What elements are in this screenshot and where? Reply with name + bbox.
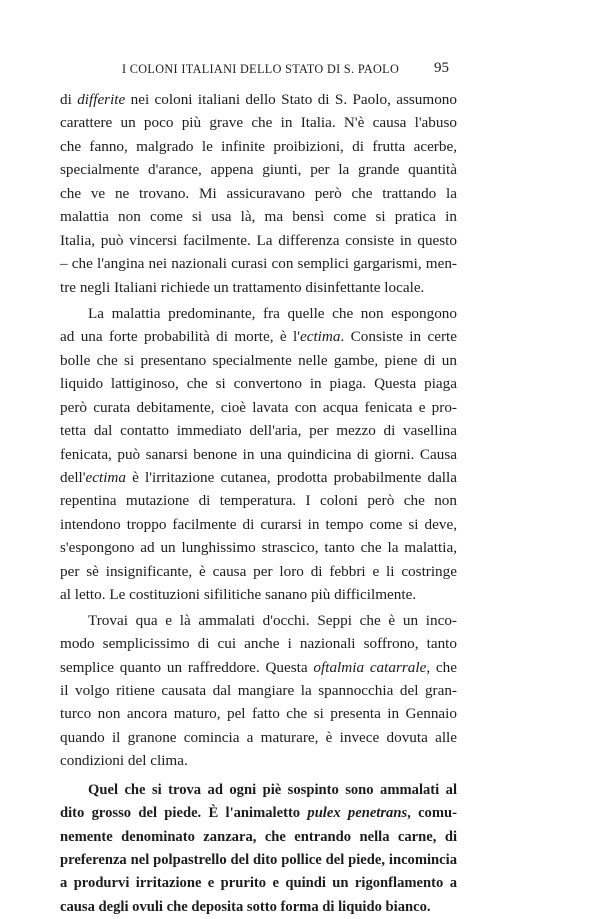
text-line: malattia non come si usa là, ma bensì come si pratica in: [60, 208, 457, 226]
text-line: – che l'angina nei nazionali curasi con semplici gargarismi, men-: [60, 255, 457, 273]
text-line: ad una forte probabilità di morte, è l'ectima. Consiste in certe: [60, 328, 457, 346]
text-line: che fanno, malgrado le infinite proibizioni, di frutta acerbe,: [60, 137, 457, 155]
paragraph-3: [60, 609, 457, 773]
text-line: liquido lattiginoso, che si convertono in piaga. Questa piaga: [60, 375, 457, 393]
text-line: bolle che si presentano specialmente nelle gambe, piene di un: [60, 351, 457, 369]
text-line: modo semplicissimo di cui anche i nazionali soffrono, tanto: [60, 635, 457, 653]
text-line: Quel che si trova ad ogni piè sospinto sono ammalati al: [88, 781, 457, 798]
text-line: tetta dal contatto immediato dell'aria, per mezzo di vasellina: [60, 422, 457, 440]
text-line: s'espongono ad un lunghissimo strascico, tanto che la malattia,: [60, 539, 457, 557]
text-line: intendono troppo facilmente di curarsi in tempo come si deve,: [60, 515, 457, 533]
text-line: carattere un poco più grave che in Italia. N'è causa l'abuso: [60, 114, 457, 132]
text-line: Trovai qua e là ammalati d'occhi. Seppi che è un inco-: [88, 611, 457, 629]
page-number: 95: [434, 60, 449, 76]
text-line: fenicata, può sanarsi benone in una quindicina di giorni. Causa: [60, 445, 457, 463]
paragraph-2: [60, 302, 457, 607]
text-line: però curata debitamente, cioè lavata con acqua fenicata e pro-: [60, 398, 457, 416]
text-line: dito grosso del piede. È l'animaletto pulex penetrans, comu-: [60, 805, 457, 822]
text-line: repentina mutazione di temperatura. I coloni però che non: [60, 492, 457, 510]
body-text: [60, 88, 457, 919]
text-line: quando il granone comincia a maturare, è invece dovuta alle: [60, 728, 457, 746]
paragraph-1: [60, 88, 457, 299]
text-line: Italia, può vincersi facilmente. La differenza consiste in questo: [60, 231, 457, 249]
paragraph-4: [60, 779, 457, 919]
text-line: di differite nei coloni italiani dello Stato di S. Paolo, assumono: [60, 91, 457, 108]
text-line: turco non ancora maturo, pel fatto che si presenta in Gennaio: [60, 705, 457, 723]
text-line: tre negli Italiani richiede un trattamento disinfettante locale.: [60, 278, 425, 296]
text-line: semplice quanto un raffreddore. Questa oftalmia catarrale, che: [60, 658, 457, 676]
running-head: [60, 62, 460, 82]
text-line: il volgo ritiene causata dal mangiare la spannocchia del gran-: [60, 681, 457, 699]
text-line: dell'ectima è l'irritazione cutanea, prodotta probabilmente dalla: [60, 469, 457, 486]
text-line: per sè insignificante, è causa per loro di febbri e li costringe: [60, 562, 457, 580]
text-line: preferenza nel polpastrello del dito pollice del piede, incomincia: [60, 852, 457, 868]
text-line: La malattia predominante, fra quelle che non espongono: [88, 304, 457, 322]
text-line: specialmente d'arance, appena giunti, per la grande quantità: [60, 161, 457, 179]
text-line: che ve ne trovano. Mi assicuravano però che trattando la: [60, 184, 457, 202]
text-line: a produrvi irritazione e prurito e quindi un rigonflamento a: [60, 875, 457, 892]
running-title: I COLONI ITALIANI DELLO STATO DI S. PAOLO: [122, 62, 400, 76]
text-line: al letto. Le costituzioni sifilitiche sanano più difficilmente.: [60, 586, 417, 604]
text-line: nemente denominato zanzara, che entrando nella carne, di: [60, 828, 457, 845]
text-line: causa degli ovuli che deposita sotto forma di liquido bianco.: [60, 898, 431, 915]
text-line: condizioni del clima.: [60, 752, 188, 770]
